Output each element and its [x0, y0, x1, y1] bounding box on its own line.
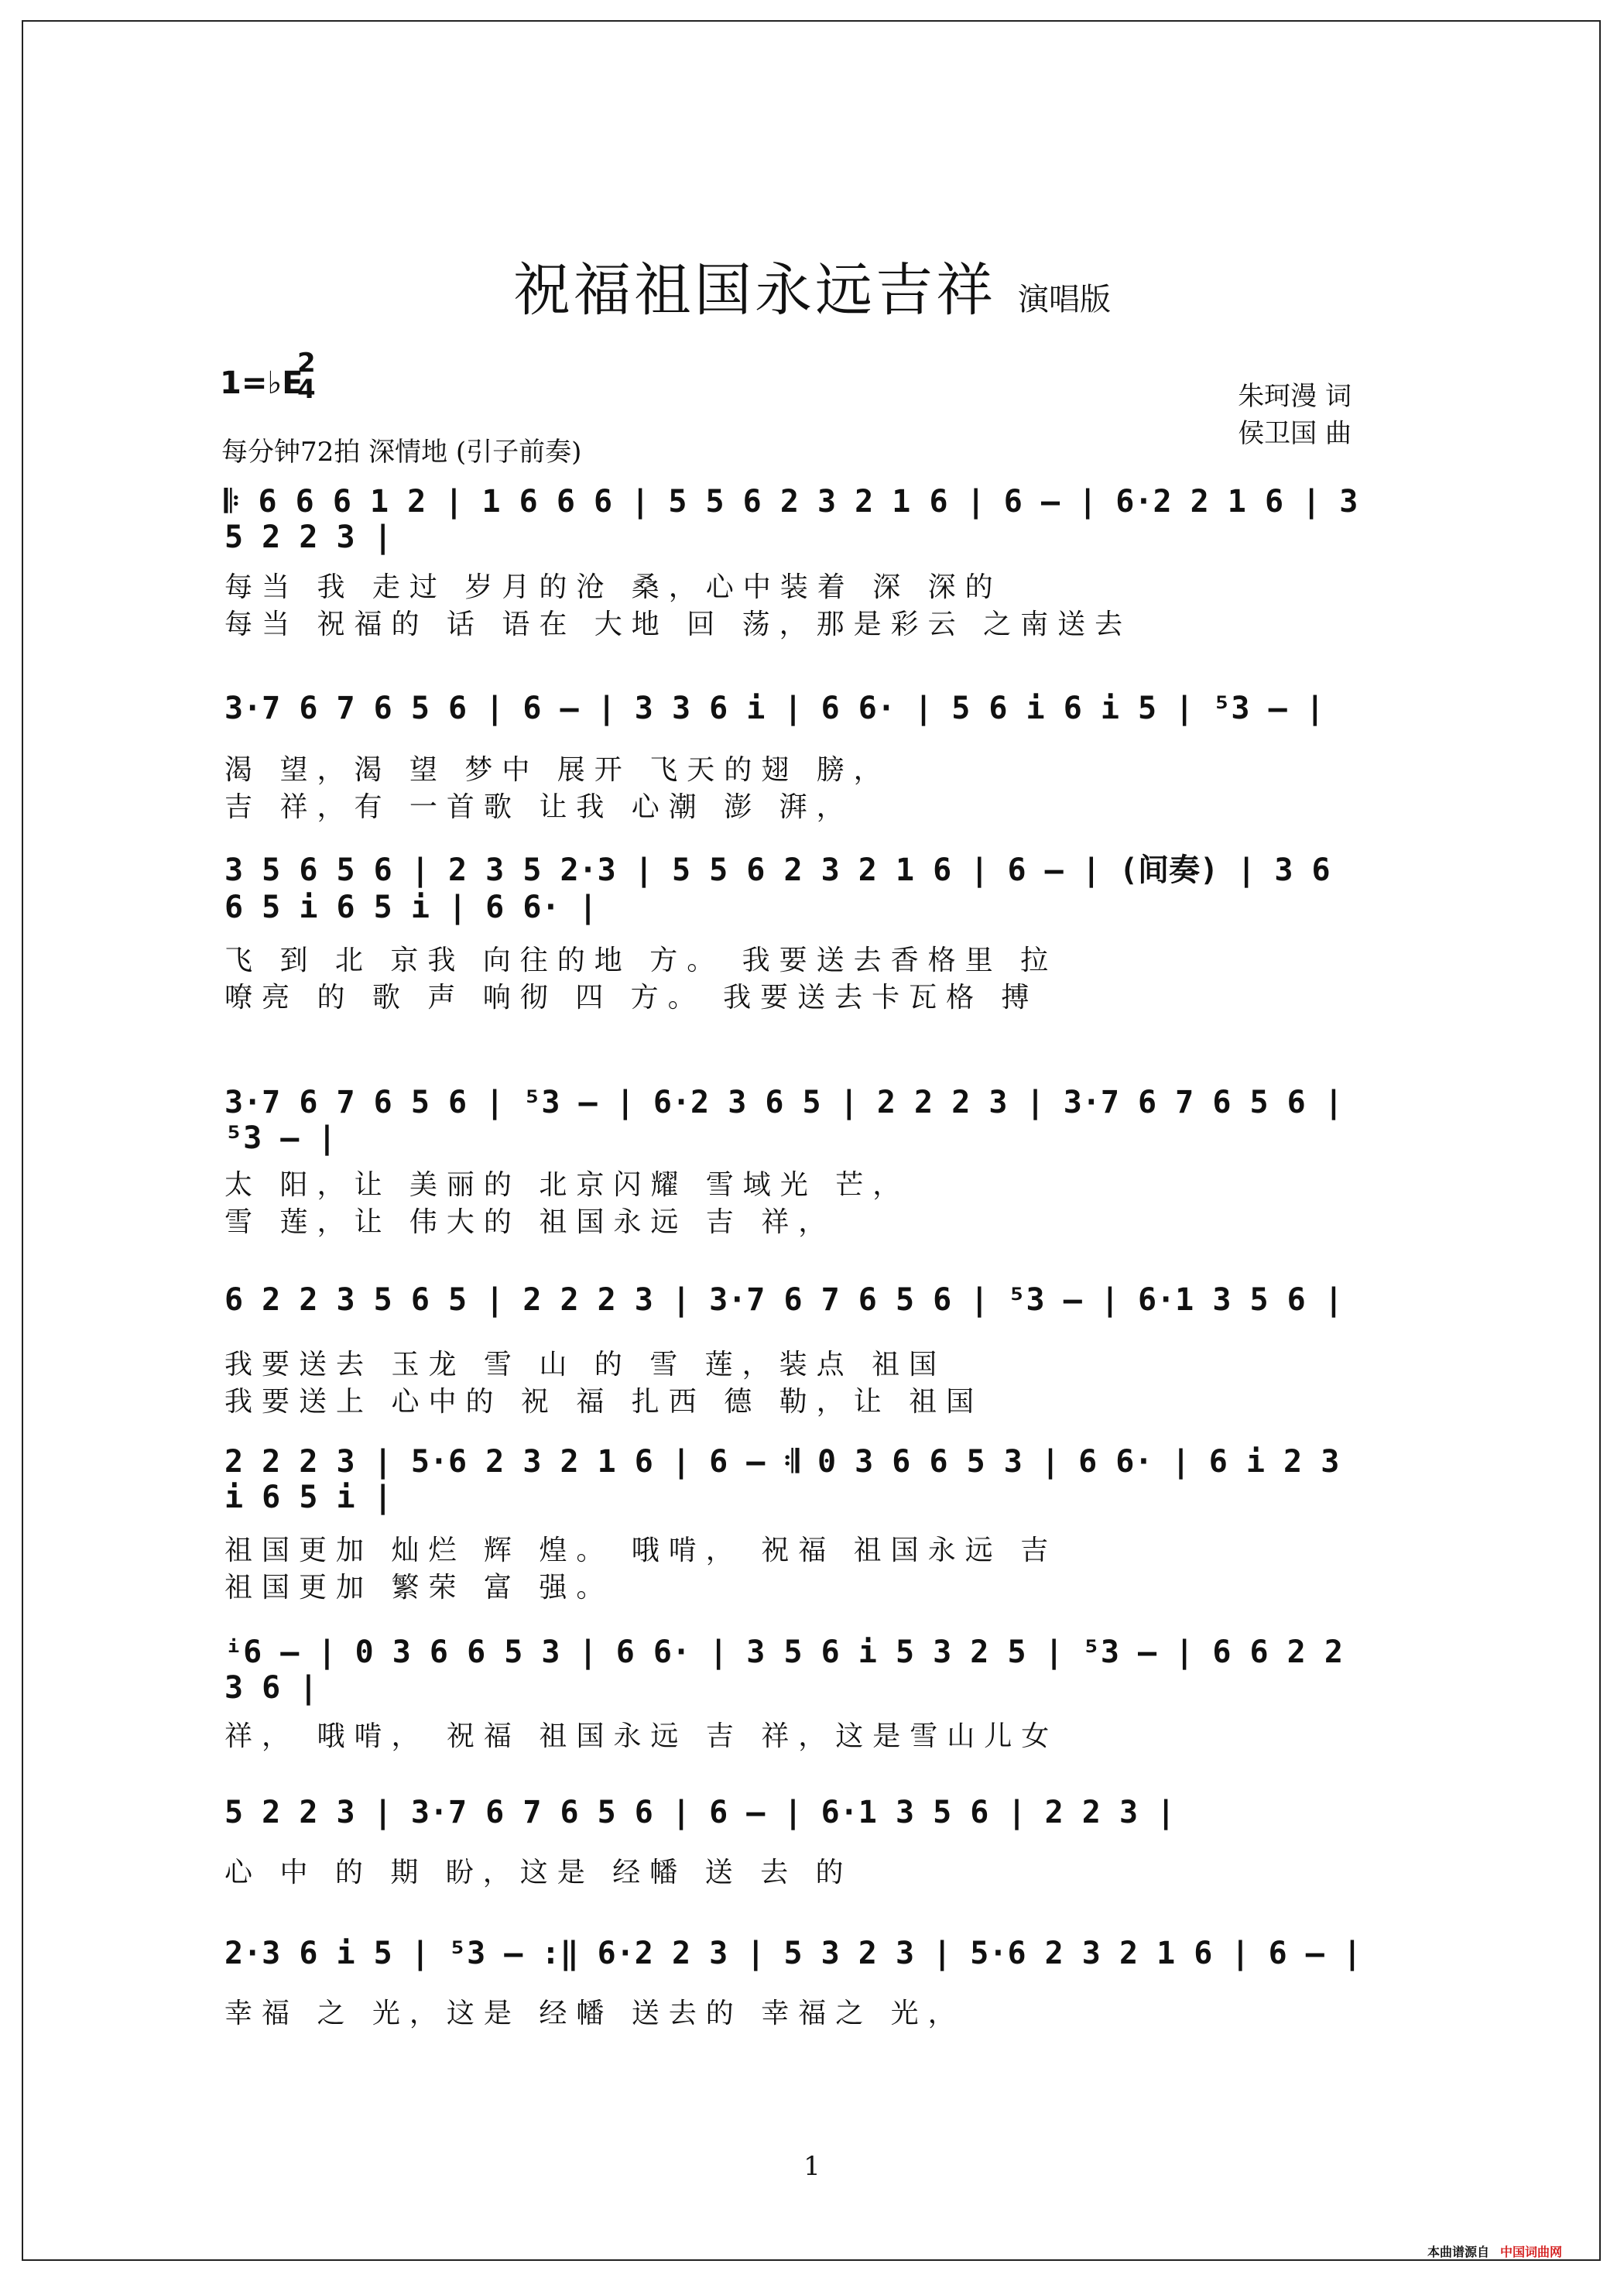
lyric-verse-1: 祖国更加 灿烂 辉 煌。 哦啃， 祝福 祖国永远 吉 — [224, 1535, 1058, 1566]
subtitle: 演唱版 — [1018, 282, 1111, 317]
notation-line: 6 2 2 3 5 6 5 | 2 2 2 3 | 3·7 6 7 6 5 6 | ⁵3 – | 6·1 3 5 6 | — [224, 1282, 1343, 1318]
lyric-verse-1: 每当 我 走过 岁月的沧 桑，心中装着 深 深的 — [224, 571, 1002, 603]
lyric-verse-1: 幸福 之 光，这是 经幡 送去的 幸福之 光， — [224, 1998, 965, 2029]
meter-top: 2 — [297, 348, 316, 379]
lyric-verse-1: 渴 望，渴 望 梦中 展开 飞天的翅 膀， — [224, 754, 891, 786]
notation-line: 3·7 6 7 6 5 6 | 6 – | 3 3 6 i | 6 6· | 5 6 i 6 i 5 | ⁵3 – | — [224, 691, 1324, 726]
song-title — [0, 245, 1624, 327]
notation-line: 𝄆 6 6 6 1 2 | 1 6 6 6 | 5 5 6 2 3 2 1 6 | 6 – | 6·2 2 1 6 | 3 5 2 2 3 | — [224, 484, 1358, 555]
composer-credit: 侯卫国 曲 — [1238, 418, 1352, 449]
title-text: 祝福祖国永远吉祥 — [513, 257, 996, 324]
lyric-verse-2: 雪 莲，让 伟大的 祖国永远 吉 祥， — [224, 1206, 836, 1238]
lyric-verse-2: 吉 祥，有 一首歌 让我 心潮 澎 湃， — [224, 791, 854, 823]
source-site-link[interactable]: 中国词曲网 — [1499, 2245, 1562, 2259]
page-number: 1 — [803, 2151, 821, 2182]
notation-line: 3·7 6 7 6 5 6 | ⁵3 – | 6·2 3 6 5 | 2 2 2 3 | 3·7 6 7 6 5 6 | ⁵3 – | — [224, 1085, 1343, 1156]
lyric-verse-2: 祖国更加 繁荣 富 强。 — [224, 1572, 614, 1604]
lyric-verse-1: 祥， 哦啃， 祝福 祖国永远 吉 祥，这是雪山儿女 — [224, 1720, 1059, 1752]
lyric-verse-1: 飞 到 北 京我 向往的地 方。 我要送去香格里 拉 — [224, 945, 1058, 976]
lyricist-credit: 朱珂漫 词 — [1238, 381, 1352, 412]
tempo-marking: 每分钟72拍 深情地 (引子前奏) — [221, 437, 582, 468]
source-credit — [1427, 2242, 1562, 2260]
meter-bottom: 4 — [297, 374, 316, 405]
notation-line: 5 2 2 3 | 3·7 6 7 6 5 6 | 6 – | 6·1 3 5 6 | 2 2 3 | — [224, 1795, 1176, 1830]
notation-line: 2 2 2 3 | 5·6 2 3 2 1 6 | 6 – 𝄇 0 3 6 6 5 3 | 6 6· | 6 i 2 3 i 6 5 i | — [224, 1444, 1340, 1515]
lyric-verse-2: 我要送上 心中的 祝 福 扎西 德 勒，让 祖国 — [224, 1386, 984, 1418]
lyric-verse-1: 心 中 的 期 盼，这是 经幡 送 去 的 — [224, 1857, 853, 1888]
key-signature: 1=♭E — [220, 365, 303, 401]
notation-line: 3 5 6 5 6 | 2 3 5 2·3 | 5 5 6 2 3 2 1 6 | 6 – | (间奏) | 3 6 6 5 i 6 5 i | 6 6· | — [224, 852, 1331, 925]
lyric-verse-1: 太 阳，让 美丽的 北京闪耀 雪域光 芒， — [224, 1169, 910, 1201]
time-signature — [297, 350, 316, 403]
notation-line: ⁱ6 – | 0 3 6 6 5 3 | 6 6· | 3 5 6 i 5 3 2 5 | ⁵3 – | 6 6 2 2 3 6 | — [224, 1634, 1343, 1706]
source-label: 本曲谱源自 — [1427, 2245, 1489, 2259]
notation-line: 2·3 6 i 5 | ⁵3 – :‖ 6·2 2 3 | 5 3 2 3 | 5·6 2 3 2 1 6 | 6 – | — [224, 1936, 1362, 1971]
lyric-verse-1: 我要送去 玉龙 雪 山 的 雪 莲，装点 祖国 — [224, 1349, 947, 1381]
lyric-verse-2: 每当 祝福的 话 语在 大地 回 荡，那是彩云 之南送去 — [224, 609, 1132, 640]
lyric-verse-2: 嘹亮 的 歌 声 响彻 四 方。 我要送去卡瓦格 搏 — [224, 982, 1039, 1014]
